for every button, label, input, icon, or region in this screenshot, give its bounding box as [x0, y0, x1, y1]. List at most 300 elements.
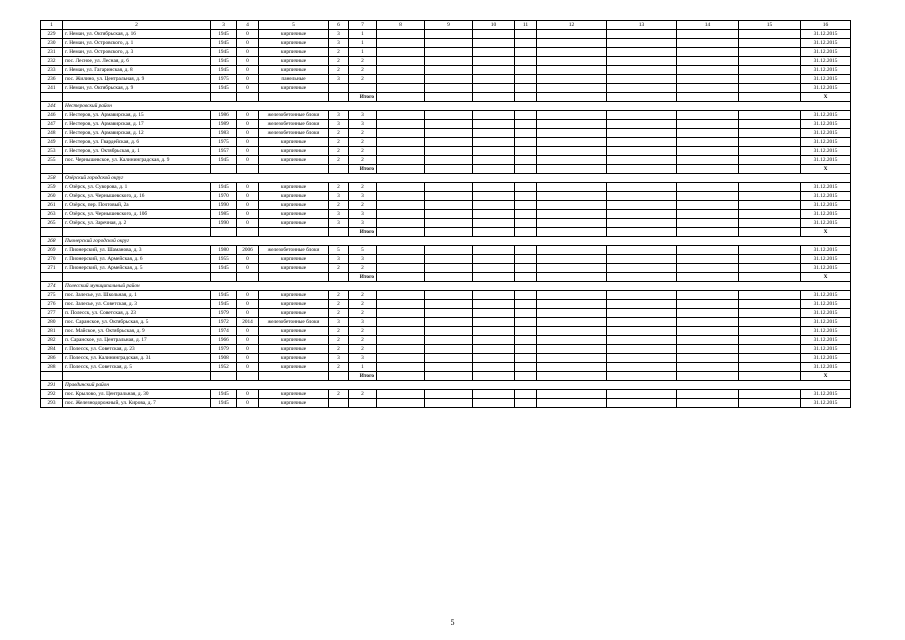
table-cell: 0: [237, 291, 259, 300]
table-cell: [425, 390, 473, 399]
table-cell: [237, 372, 259, 381]
table-cell: [677, 192, 739, 201]
table-cell: [515, 147, 537, 156]
table-cell: [377, 66, 425, 75]
table-row: [41, 354, 851, 363]
table-cell: [425, 48, 473, 57]
table-cell: 270: [41, 255, 63, 264]
address-cell: пос. Крылово, ул. Центральная, д. 30: [63, 390, 211, 399]
table-cell: 0: [237, 129, 259, 138]
table-cell: [377, 111, 425, 120]
address-cell: пос. Чернышевское, ул. Калининградская, д. 9: [63, 156, 211, 165]
table-cell: [377, 210, 425, 219]
address-cell: г. Неман, ул. Островского, д. 1: [63, 39, 211, 48]
table-cell: 246: [41, 111, 63, 120]
table-cell: [677, 372, 739, 381]
table-cell: [41, 372, 63, 381]
table-cell: [237, 273, 259, 282]
table-cell: [515, 57, 537, 66]
table-cell: [677, 93, 739, 102]
table-cell: 0: [237, 354, 259, 363]
table-cell: 31.12.2015: [801, 129, 851, 138]
address-cell: г. Неман, ул. Октябрьская, д. 9: [63, 84, 211, 93]
table-cell: 233: [41, 66, 63, 75]
table-cell: [739, 228, 801, 237]
table-cell: железобетонные блоки: [259, 129, 329, 138]
table-cell: [677, 264, 739, 273]
table-cell: X: [801, 165, 851, 174]
table-cell: [677, 84, 739, 93]
table-row: [41, 192, 851, 201]
address-cell: г. Нестеров, ул. Армавирская, д. 17: [63, 120, 211, 129]
table-cell: [377, 120, 425, 129]
table-cell: [377, 75, 425, 84]
table-cell: [607, 192, 677, 201]
table-cell: [329, 399, 349, 408]
table-cell: [537, 156, 607, 165]
table-cell: [515, 255, 537, 264]
table-cell: 2: [329, 201, 349, 210]
table-cell: [537, 309, 607, 318]
address-cell: п. Саранское, ул. Центральная, д. 17: [63, 336, 211, 345]
table-cell: [515, 363, 537, 372]
table-cell: 0: [237, 156, 259, 165]
table-cell: [473, 111, 515, 120]
table-cell: 2: [329, 48, 349, 57]
table-cell: 0: [237, 255, 259, 264]
table-row: [41, 30, 851, 39]
table-cell: [473, 336, 515, 345]
table-cell: [329, 273, 349, 282]
table-cell: 292: [41, 390, 63, 399]
table-cell: 31.12.2015: [801, 327, 851, 336]
table-cell: [739, 165, 801, 174]
address-cell: г. Пионерский, ул. Шаманова, д. 3: [63, 246, 211, 255]
table-cell: 2: [329, 138, 349, 147]
table-cell: [473, 309, 515, 318]
table-cell: Итого: [349, 165, 377, 174]
table-cell: 282: [41, 336, 63, 345]
table-cell: 0: [237, 264, 259, 273]
table-cell: 5: [329, 246, 349, 255]
table-cell: кирпичные: [259, 390, 329, 399]
table-row: [41, 390, 851, 399]
table-cell: [677, 390, 739, 399]
page-number: 5: [450, 618, 455, 627]
table-cell: [473, 399, 515, 408]
table-cell: [473, 201, 515, 210]
table-cell: Итого: [349, 93, 377, 102]
table-cell: [515, 183, 537, 192]
section-title: Пионерский городской округ: [63, 237, 851, 246]
column-number: 9: [425, 21, 473, 30]
table-cell: 31.12.2015: [801, 291, 851, 300]
table-cell: [515, 264, 537, 273]
table-cell: 1908: [211, 354, 237, 363]
table-cell: кирпичные: [259, 264, 329, 273]
table-cell: 0: [237, 192, 259, 201]
housing-table: [40, 20, 851, 408]
table-cell: 1945: [211, 84, 237, 93]
table-cell: 2: [349, 327, 377, 336]
table-cell: [739, 390, 801, 399]
table-cell: [515, 219, 537, 228]
table-cell: [377, 273, 425, 282]
table-cell: кирпичные: [259, 66, 329, 75]
table-cell: [515, 39, 537, 48]
address-cell: г. Неман, ул. Гагаринская, д. 8: [63, 66, 211, 75]
table-cell: 231: [41, 48, 63, 57]
table-cell: 2: [349, 291, 377, 300]
table-cell: [377, 318, 425, 327]
table-cell: [377, 30, 425, 39]
table-cell: [425, 228, 473, 237]
table-cell: [739, 129, 801, 138]
table-cell: кирпичные: [259, 183, 329, 192]
column-number: 14: [677, 21, 739, 30]
address-cell: г. Нестеров, ул. Октябрьская, д. 1: [63, 147, 211, 156]
table-cell: кирпичные: [259, 57, 329, 66]
table-cell: [473, 372, 515, 381]
table-cell: 0: [237, 66, 259, 75]
table-cell: [537, 399, 607, 408]
table-cell: 247: [41, 120, 63, 129]
table-cell: [739, 219, 801, 228]
table-cell: панельные: [259, 75, 329, 84]
table-cell: [537, 291, 607, 300]
table-cell: 3: [349, 210, 377, 219]
table-cell: 230: [41, 39, 63, 48]
table-cell: [515, 300, 537, 309]
table-cell: 31.12.2015: [801, 30, 851, 39]
table-cell: 284: [41, 345, 63, 354]
table-cell: 31.12.2015: [801, 111, 851, 120]
table-cell: 275: [41, 291, 63, 300]
table-row: [41, 210, 851, 219]
table-cell: 31.12.2015: [801, 156, 851, 165]
table-cell: 1945: [211, 390, 237, 399]
table-cell: [607, 138, 677, 147]
table-cell: кирпичные: [259, 345, 329, 354]
table-cell: 1945: [211, 291, 237, 300]
table-cell: [607, 39, 677, 48]
table-cell: [41, 228, 63, 237]
row-number: 268: [41, 237, 63, 246]
table-row: [41, 84, 851, 93]
address-cell: г. Пионерский, ул. Армейская, д. 5: [63, 264, 211, 273]
table-cell: 2: [349, 57, 377, 66]
table-cell: [739, 327, 801, 336]
table-cell: [537, 390, 607, 399]
table-cell: [537, 120, 607, 129]
table-cell: [739, 354, 801, 363]
table-cell: [473, 300, 515, 309]
table-cell: [739, 57, 801, 66]
table-cell: [377, 147, 425, 156]
table-cell: 2: [349, 138, 377, 147]
table-cell: [677, 30, 739, 39]
table-cell: [473, 273, 515, 282]
table-cell: 2: [329, 327, 349, 336]
table-cell: [425, 291, 473, 300]
table-cell: [41, 165, 63, 174]
table-cell: [537, 327, 607, 336]
table-cell: [377, 138, 425, 147]
table-cell: X: [801, 228, 851, 237]
table-cell: 31.12.2015: [801, 84, 851, 93]
table-cell: [425, 273, 473, 282]
row-number: 274: [41, 282, 63, 291]
table-row: [41, 66, 851, 75]
table-cell: [425, 156, 473, 165]
table-cell: [739, 120, 801, 129]
table-cell: [607, 156, 677, 165]
table-cell: [677, 255, 739, 264]
table-cell: 0: [237, 138, 259, 147]
table-cell: кирпичные: [259, 192, 329, 201]
table-cell: [677, 66, 739, 75]
table-cell: [259, 93, 329, 102]
table-cell: 3: [349, 111, 377, 120]
table-cell: [677, 273, 739, 282]
table-cell: [377, 363, 425, 372]
table-cell: [537, 246, 607, 255]
table-row: [41, 345, 851, 354]
table-cell: [607, 210, 677, 219]
table-cell: 3: [329, 255, 349, 264]
table-cell: 1: [349, 30, 377, 39]
address-cell: г. Полесск, ул. Советская, д. 5: [63, 363, 211, 372]
table-cell: [677, 210, 739, 219]
table-cell: [377, 309, 425, 318]
table-cell: железобетонные блоки: [259, 318, 329, 327]
table-cell: [377, 264, 425, 273]
table-cell: [537, 201, 607, 210]
table-cell: [425, 75, 473, 84]
table-cell: [515, 165, 537, 174]
table-cell: [515, 390, 537, 399]
section-row: [41, 282, 851, 291]
table-cell: 263: [41, 210, 63, 219]
table-cell: [607, 183, 677, 192]
table-cell: [739, 30, 801, 39]
table-cell: [739, 156, 801, 165]
table-cell: [739, 318, 801, 327]
table-cell: [473, 129, 515, 138]
address-cell: г. Полесск, ул. Советская, д. 23: [63, 345, 211, 354]
table-cell: [515, 156, 537, 165]
table-cell: 2: [329, 390, 349, 399]
table-cell: [607, 48, 677, 57]
table-cell: [377, 255, 425, 264]
table-cell: [537, 273, 607, 282]
column-number: 1: [41, 21, 63, 30]
table-cell: железобетонные блоки: [259, 120, 329, 129]
table-cell: 31.12.2015: [801, 201, 851, 210]
table-cell: [677, 219, 739, 228]
table-cell: 1955: [211, 255, 237, 264]
table-cell: 0: [237, 147, 259, 156]
table-row: [41, 264, 851, 273]
table-cell: [329, 84, 349, 93]
table-cell: [425, 363, 473, 372]
table-cell: [537, 66, 607, 75]
table-cell: [537, 147, 607, 156]
table-cell: [515, 48, 537, 57]
table-cell: [537, 30, 607, 39]
table-cell: [41, 273, 63, 282]
table-cell: 261: [41, 201, 63, 210]
table-cell: 1945: [211, 300, 237, 309]
table-cell: [425, 39, 473, 48]
table-cell: [515, 336, 537, 345]
table-cell: [607, 264, 677, 273]
table-cell: 232: [41, 57, 63, 66]
table-cell: 0: [237, 399, 259, 408]
table-cell: 0: [237, 201, 259, 210]
table-cell: [473, 219, 515, 228]
address-cell: г. Озёрск, ул. Чернышевского, д. 16: [63, 192, 211, 201]
table-cell: кирпичные: [259, 300, 329, 309]
table-cell: [425, 30, 473, 39]
table-cell: [377, 129, 425, 138]
table-cell: [607, 309, 677, 318]
table-cell: [515, 399, 537, 408]
table-cell: [677, 129, 739, 138]
table-cell: 2: [349, 147, 377, 156]
table-cell: [377, 228, 425, 237]
table-cell: 3: [349, 318, 377, 327]
table-cell: [677, 138, 739, 147]
table-cell: [537, 264, 607, 273]
table-cell: [425, 318, 473, 327]
table-row: [41, 183, 851, 192]
table-cell: 31.12.2015: [801, 345, 851, 354]
table-cell: [425, 372, 473, 381]
table-cell: [377, 48, 425, 57]
table-cell: 2014: [237, 318, 259, 327]
table-cell: [607, 399, 677, 408]
table-cell: [677, 399, 739, 408]
table-cell: 1966: [211, 336, 237, 345]
row-number: 291: [41, 381, 63, 390]
table-cell: кирпичные: [259, 39, 329, 48]
table-cell: [739, 273, 801, 282]
table-cell: [473, 192, 515, 201]
table-cell: [473, 246, 515, 255]
address-cell: г. Нестеров, ул. Армавирская, д. 12: [63, 129, 211, 138]
table-cell: 31.12.2015: [801, 390, 851, 399]
table-cell: [377, 345, 425, 354]
table-cell: [425, 183, 473, 192]
table-cell: [537, 219, 607, 228]
table-cell: 1957: [211, 147, 237, 156]
table-cell: кирпичные: [259, 255, 329, 264]
table-cell: 253: [41, 147, 63, 156]
table-cell: [677, 354, 739, 363]
table-cell: [677, 156, 739, 165]
table-cell: 31.12.2015: [801, 354, 851, 363]
table-cell: [739, 66, 801, 75]
table-cell: 3: [329, 39, 349, 48]
table-cell: [677, 345, 739, 354]
table-cell: [607, 111, 677, 120]
table-cell: 2: [329, 309, 349, 318]
table-cell: 0: [237, 84, 259, 93]
table-cell: 1945: [211, 48, 237, 57]
table-cell: 1952: [211, 363, 237, 372]
table-cell: [537, 57, 607, 66]
table-cell: [739, 291, 801, 300]
table-row: [41, 219, 851, 228]
table-cell: 31.12.2015: [801, 219, 851, 228]
table-cell: 1945: [211, 39, 237, 48]
address-cell: [63, 273, 211, 282]
table-cell: 265: [41, 219, 63, 228]
table-cell: 0: [237, 390, 259, 399]
table-cell: [377, 57, 425, 66]
table-cell: 2: [329, 291, 349, 300]
table-cell: 31.12.2015: [801, 66, 851, 75]
table-cell: [377, 93, 425, 102]
table-cell: 31.12.2015: [801, 264, 851, 273]
table-cell: 1975: [211, 75, 237, 84]
section-row: [41, 237, 851, 246]
table-cell: 1975: [211, 138, 237, 147]
table-cell: [425, 255, 473, 264]
table-cell: 0: [237, 120, 259, 129]
table-cell: [607, 363, 677, 372]
table-cell: кирпичные: [259, 336, 329, 345]
section-title: Правдинский район: [63, 381, 851, 390]
table-cell: [377, 84, 425, 93]
table-cell: 0: [237, 48, 259, 57]
address-cell: п. Полесск, ул. Советская, д. 23: [63, 309, 211, 318]
table-cell: 2: [329, 57, 349, 66]
table-cell: [473, 183, 515, 192]
table-cell: 3: [349, 192, 377, 201]
column-number: 13: [607, 21, 677, 30]
table-row: [41, 111, 851, 120]
table-cell: [515, 354, 537, 363]
table-cell: [515, 210, 537, 219]
table-cell: [473, 264, 515, 273]
table-cell: кирпичные: [259, 48, 329, 57]
table-cell: [377, 246, 425, 255]
table-cell: 293: [41, 399, 63, 408]
table-cell: 31.12.2015: [801, 363, 851, 372]
table-cell: 1983: [211, 129, 237, 138]
total-row: [41, 228, 851, 237]
table-cell: [377, 201, 425, 210]
table-cell: [473, 75, 515, 84]
table-cell: [515, 75, 537, 84]
table-cell: [607, 30, 677, 39]
table-row: [41, 75, 851, 84]
row-number: 258: [41, 174, 63, 183]
table-cell: 3: [329, 75, 349, 84]
table-cell: кирпичные: [259, 147, 329, 156]
table-row: [41, 327, 851, 336]
table-cell: 2: [349, 300, 377, 309]
total-row: [41, 93, 851, 102]
table-cell: 1945: [211, 399, 237, 408]
table-cell: [425, 336, 473, 345]
table-cell: 31.12.2015: [801, 192, 851, 201]
table-cell: 3: [349, 255, 377, 264]
table-cell: [739, 39, 801, 48]
table-cell: [211, 93, 237, 102]
